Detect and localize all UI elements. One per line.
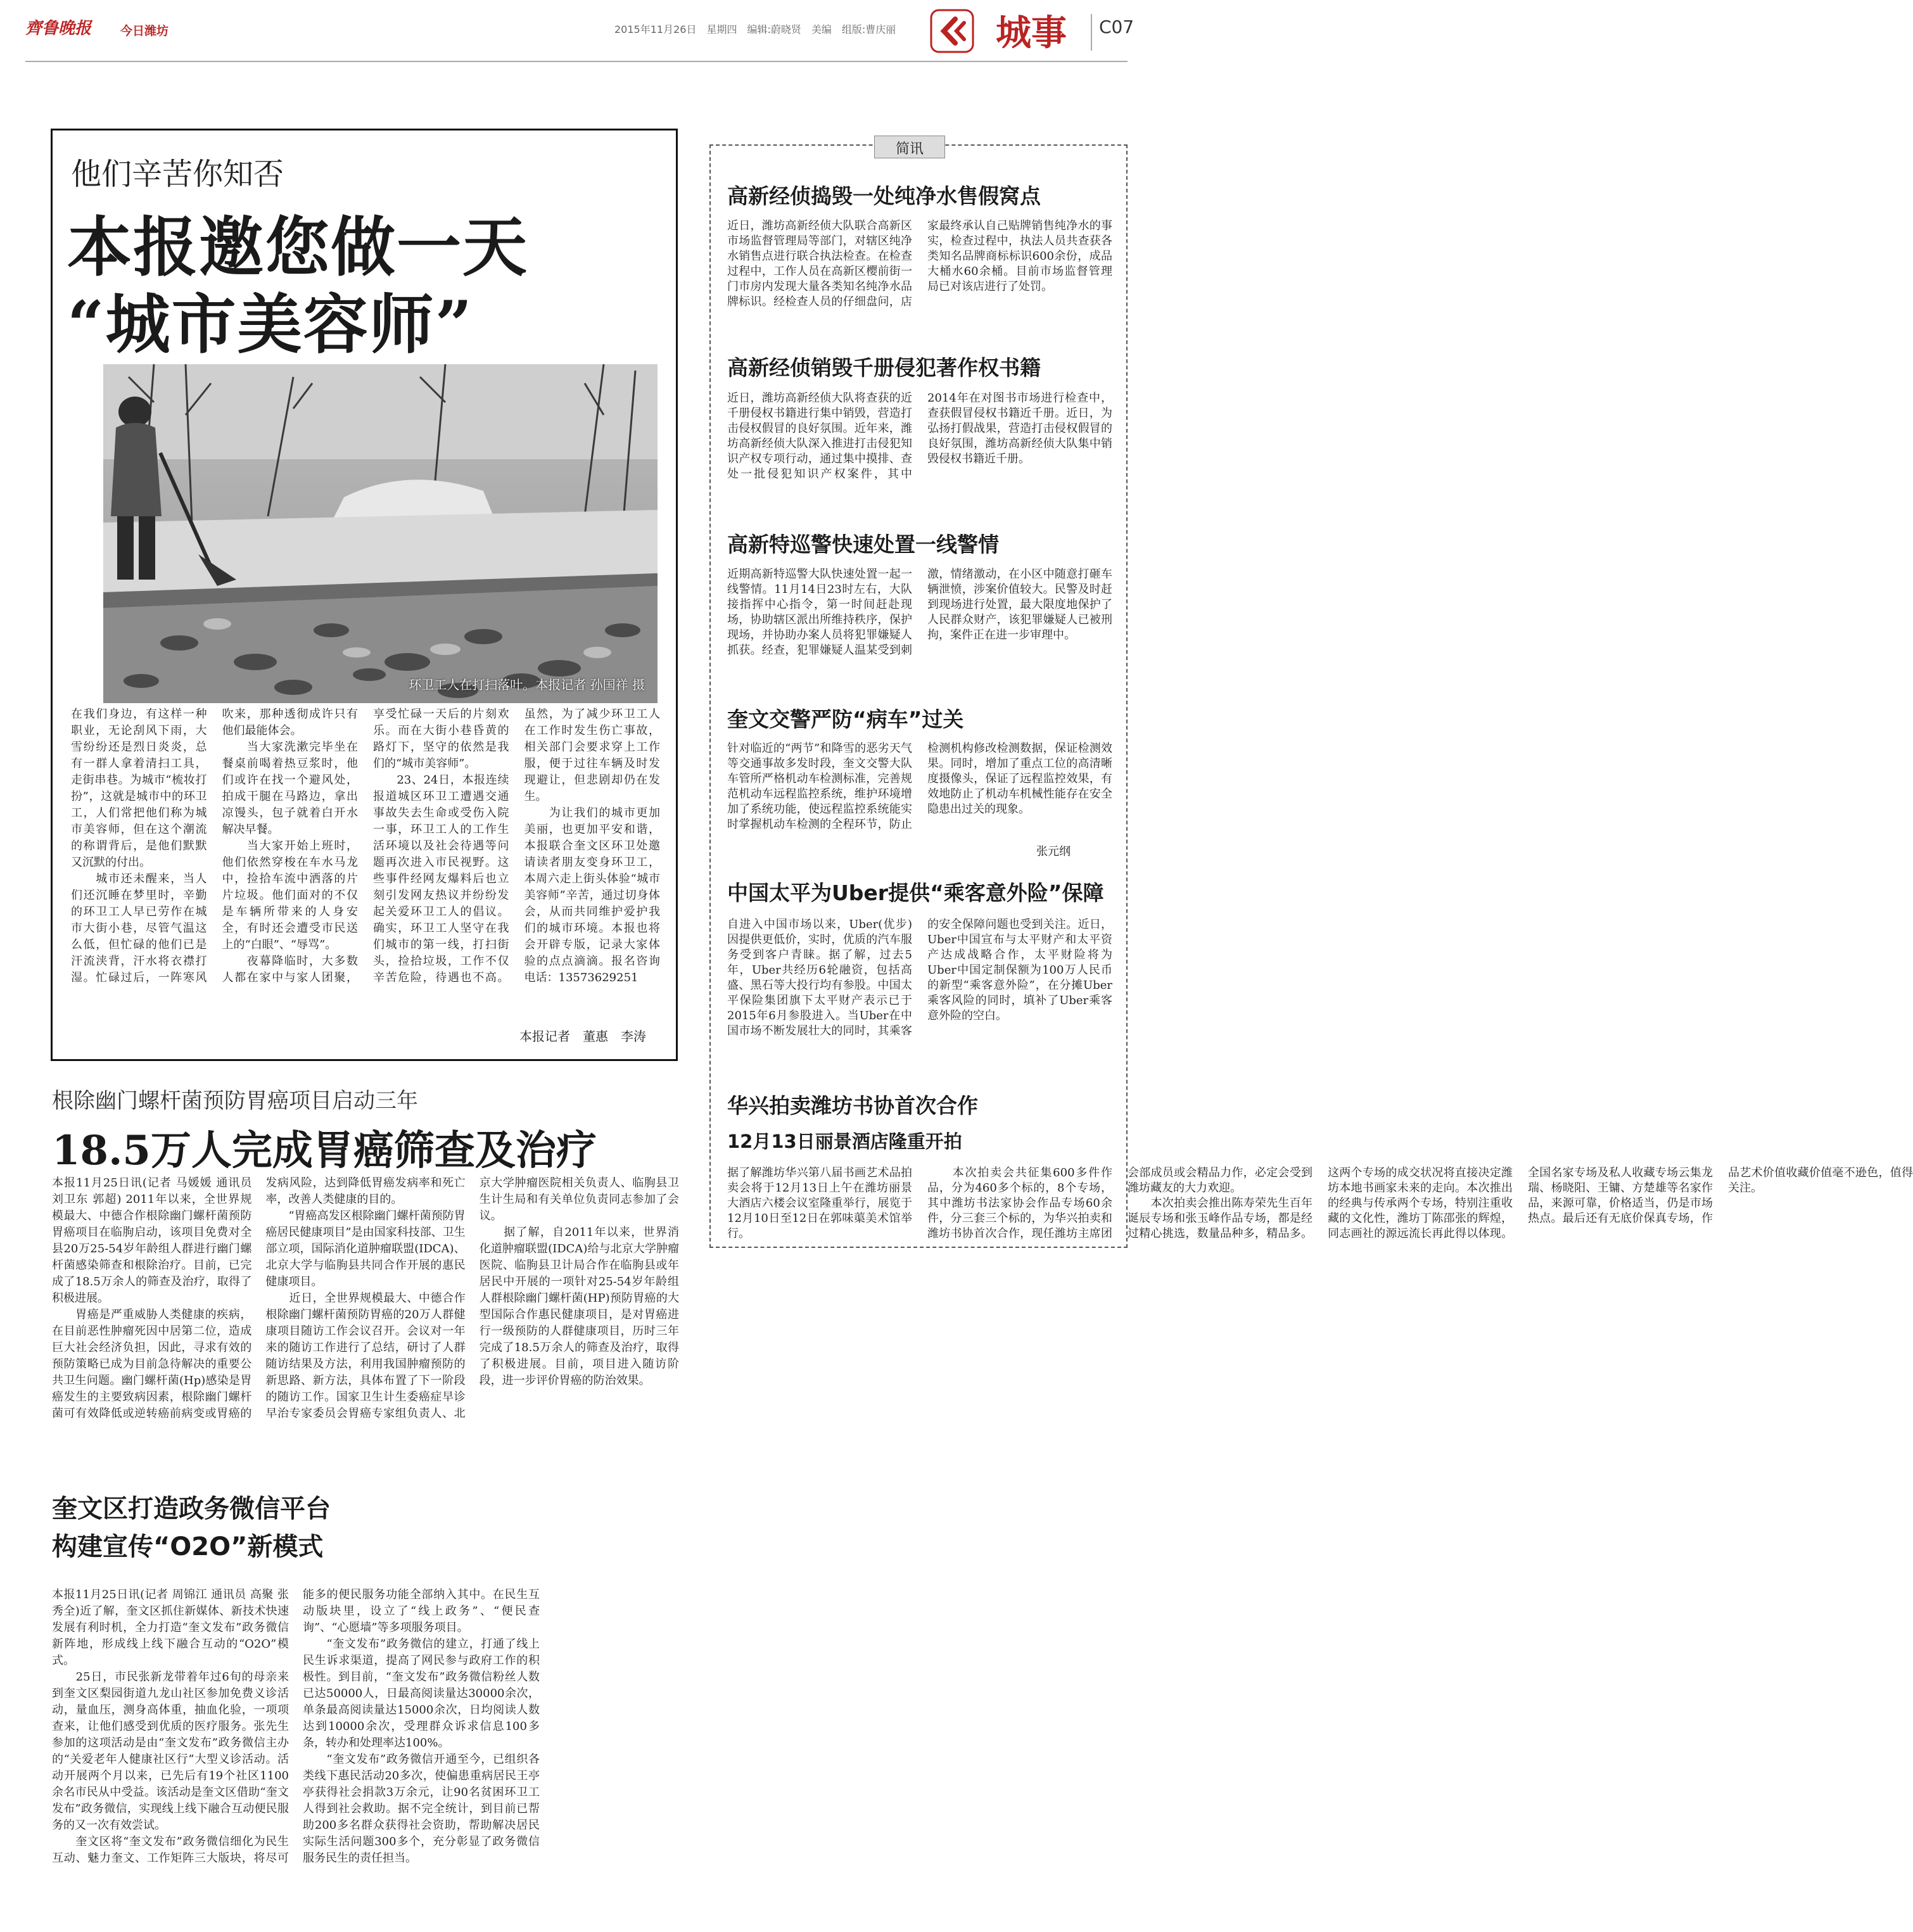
brief-headline: 中国太平为Uber提供“乘客意外险”保障 [727,880,1104,905]
brief-body-text: 近期高新特巡警大队快速处置一起一线警情。11月14日23时左右，大队接指挥中心指令，第一时间赶赴现场，协助辖区派出所维持秩序，保护现场，并协助办案人员将犯罪嫌疑人抓获。经查，犯罪嫌疑人温某受到刺激，情绪激动，在小区中随意打砸车辆泄愤，涉案价值较大。民警及时赶到现场进行处置，最大限度地保护了人民群众财产，该犯罪嫌疑人已被刑拘，案件正在进一步审理中。 [727,568,1112,657]
feature-headline-line2: “城市美容师” [67,287,474,363]
masthead-brand: 齊鲁晚报 [25,19,92,38]
photo-illustration [103,364,658,703]
header-rule [25,61,1128,62]
brief-body-text: 自进入中国市场以来，Uber(优步)因提供更低价，实时，优质的汽车服务受到客户青睐。据了解，过去5年，Uber共经历6轮融资，包括高盛、黑石等大投行均有参股。中国太平保险集团旗下太平财产表示已于2015年6月参股进入。当Uber在中国市场不断发展壮大的同时，其乘客的安全保障问题也受到关注。近日，Uber中国宣布与太平财产和太平资产达成战略合作，太平财险将为Uber中国定制保额为100万人民币的新型“乘客意外险”，在分摊Uber乘客风险的同时，填补了Uber乘客意外险的空白。 [727,918,1112,1038]
page-number: C07 [1099,16,1134,37]
weixin-headline-line2: 构建宣传“O2O”新模式 [52,1532,324,1561]
feature-body-text: 在我们身边，有这样一种职业，无论刮风下雨，大雪纷纷还是烈日炎炎，总有一群人拿着清扫工具，走街串巷。为城市“梳妆打扮”，这就是城市中的环卫工，人们常把他们称为城市美容师，但在这个潮流的称谓背后，是他们默默又沉默的付出。 城市还未醒来，当人们还沉睡在梦里时，辛勤的环卫工人早已劳作在城市大街小巷，尽管气温这么低，但忙碌的他们已是汗流浃背，汗水将衣襟打湿。忙碌过后，一阵寒风吹来，那种透彻成许只有他们最能体会。 当大家洗漱完毕坐在餐桌前喝着热豆浆时，他们或许在找一个避风处，拍成干腿在马路边，拿出凉馒头，包子就着白开水解决早餐。 当大家开始上班时，他们依然穿梭在车水马龙中，捡拾车流中洒落的片片垃圾。他们面对的不仅是车辆所带来的人身安全，有时还会遭受市民送上的“白眼”、“辱骂”。 夜幕降临时，大多数人都在家中与家人团聚，享受忙碌一天后的片刻欢乐。而在大街小巷昏黄的路灯下，坚守的依然是我们的“城市美容师”。 23、24日，本报连续报道城区环卫工遭遇交通事故失去生命或受伤入院一事，环卫工人的工作生活环境以及社会待遇等问题再次进入市民视野。这些事件经网友爆料后也立刻引发网友热议并纷纷发起关爱环卫工人的倡议。确实，环卫工人坚守在我们城市的第一线，打扫街头，捡拾垃圾，工作不仅辛苦危险，待遇也不高。虽然，为了减少环卫工人在工作时发生伤亡事故，相关部门会要求穿上工作服，便于过往车辆及时发现避让，但悲剧却仍在发生。 为让我们的城市更加美丽，也更加平安和谐，本报联合奎文区环卫处邀请读者朋友变身环卫工，本周六走上街头体验“城市美容师”辛苦，通过切身体会，从而共同维护爱护我们的城市环境。本报也将会开辟专版，记录大家体验的点点滴滴。报名咨询电话：13573629251 [71,708,660,984]
section-logo-icon [930,9,974,53]
cancer-body-text: 本报11月25日讯(记者 马媛媛 通讯员 刘卫东 郭超) 2011年以来，全世界规模最大、中德合作根除幽门螺杆菌预防胃癌项目在临朐启动，该项目免费对全县20万25-54岁年龄组人群进行幽门螺杆菌感染筛查和根除治疗。目前，已完成了18.5万余人的筛查及治疗，取得了积极进展。 胃癌是严重威胁人类健康的疾病，在目前恶性肿瘤死因中居第二位，造成巨大社会经济负担，因此，寻求有效的预防策略已成为目前急待解决的重要公共卫生问题。幽门螺杆菌(Hp)感染是胃癌发生的主要致病因素，根除幽门螺杆菌可有效降低或逆转癌前病变或胃癌的发病风险，达到降低胃癌发病率和死亡率，改善人类健康的目的。 “胃癌高发区根除幽门螺杆菌预防胃癌居民健康项目”是由国家科技部、卫生部立项，国际消化道肿瘤联盟(IDCA)、北京大学与临朐县共同合作开展的惠民健康项目。 近日，全世界规模最大、中德合作根除幽门螺杆菌预防胃癌的20万人群健康项目随访工作会议召开。会议对一年来的随访工作进行了总结，研讨了人群随访结果及方法，利用我国肿瘤预防的新思路、新方法，具体布置了下一阶段的随访工作。国家卫生计生委癌症早诊早治专家委员会胃癌专家组负责人、北京大学肿瘤医院相关负责人、临朐县卫生计生局和有关单位负责同志参加了会议。 据了解，自2011年以来，世界消化道肿瘤联盟(IDCA)给与北京大学肿瘤医院、临朐县卫计局合作在临朐县或年居民中开展的一项针对25-54岁年龄组人群根除幽门螺杆菌(HP)预防胃癌的大型国际合作惠民健康项目，是对胃癌进行一级预防的人群健康项目，历时三年完成了18.5万余人的筛查及治疗，取得了积极进展。目前，项目进入随访阶段，进一步评价胃癌的防治效果。 [52,1176,679,1420]
brief-subheadline: 12月13日丽景酒店隆重开拍 [727,1131,962,1152]
feature-kicker: 他们辛苦你知否 [71,156,284,192]
brief-label: 简讯 [895,141,924,157]
brief-body-text: 针对临近的“两节”和降雪的恶劣天气等交通事故多发时段，奎文交警大队车管所严格机动车检测标准，完善规范机动车远程监控系统，维护环境增加了系统功能，使远程监控系统能实时掌握机动车检测的全程环节，防止检测机构修改检测数据，保证检测效果。同时，增加了重点工位的高清晰度摄像头，保证了远程监控效果，有效地防止了机动车机械性能存在安全隐患出过关的现象。 [727,742,1112,831]
feature-byline: 本报记者 董惠 李涛 [519,1029,646,1044]
weixin-body-text: 本报11月25日讯(记者 周锦江 通讯员 高聚 张秀全)近了解，奎文区抓住新媒体、新技术快速发展有利时机，全力打造“奎文发布”政务微信新阵地，形成线上线下融合互动的“O2O”模式。 25日，市民张新龙带着年过6旬的母亲来到奎文区梨园街道九龙山社区参加免费义诊活动，量血压，测身高体重，抽血化验，一项项查来，让他们感受到优质的医疗服务。张先生参加的这项活动是由“奎文发布”政务微信主办的“关爱老年人健康社区行”大型义诊活动。活动开展两个月以来，已先后有19个社区1100余名市民从中受益。该活动是奎文区借助“奎文发布”政务微信，实现线上线下融合互动便民服务的又一次有效尝试。 奎文区将“奎文发布”政务微信细化为民生互动、魅力奎文、工作矩阵三大版块，将尽可能多的便民服务功能全部纳入其中。在民生互动版块里，设立了“线上政务”、“便民查询”、“心愿墙”等多项服务项目。 “奎文发布”政务微信的建立，打通了线上民生诉求渠道，提高了网民参与政府工作的积极性。到目前，“奎文发布”政务微信粉丝人数已达50000人，日最高阅读量达30000余次，单条最高阅读量达15000余次，日均阅读人数达到10000余次，受理群众诉求信息100多条，转办和处理率达100%。 “奎文发布”政务微信开通至今，已组织各类线下惠民活动20多次，使偏患重病居民王亭亭获得社会捐款3万余元，让90名贫困环卫工人得到社会救助。据不完全统计，到目前已帮助200多名群众获得社会资助，帮助解决居民实际生活问题300多个，充分彰显了政务微信服务民生的责任担当。 [52,1588,540,1865]
weixin-headline-line1: 奎文区打造政务微信平台 [52,1494,331,1523]
brief-body-text: 近日，潍坊高新经侦大队联合高新区市场监督管理局等部门，对辖区纯净水销售点进行联合执法检查。在检查过程中，工作人员在高新区樱前街一门市房内发现大量各类知名纯净水品牌标识。经检查人员的仔细盘问，店家最终承认自己贴牌销售纯净水的事实，检查过程中，执法人员共查获各类知名品牌商标标识600余份，成品大桶水60余桶。目前市场监督管理局已对该店进行了处罚。 [727,219,1112,308]
street-sweeper-photo [103,364,658,703]
brief-headline: 高新经侦捣毁一处纯净水售假窝点 [727,184,1041,208]
brief-body-text: 据了解潍坊华兴第八届书画艺术品拍卖会将于12月13日上午在潍坊丽景大酒店六楼会议室隆重举行，展览于12月10日至12日在郭味蕖美术馆举行。 本次拍卖会共征集600多件作品，分为460多个标的，8个专场，其中潍坊书法家协会作品专场60余件，分三套三个标的，为华兴拍卖和潍坊书协首次合作，现任潍坊主席团会部成员或会精品力作，必定会受到潍坊藏友的大力欢迎。 本次拍卖会推出陈寿荣先生百年诞辰专场和张玉峰作品专场，都是经过精心挑选，数量品种多，精品多。这两个专场的成交状况将直接决定潍坊本地书画家未来的走向。本次推出的经典与传承两个专场，特别注重收藏的文化性，潍坊丁陈邵张的辉煌，同志画社的源远流长再此得以体现。全国名家专场及私人收藏专场云集龙瑞、杨晓阳、王镛、方楚雄等名家作品，来源可靠，价格适当，仍是市场热点。最后还有无底价保真专场，作品艺术价值收藏价值毫不逊色，值得关注。 [727,1166,1913,1240]
brief-body-text: 近日，潍坊高新经侦大队将查获的近千册侵权书籍进行集中销毁，营造打击侵权假冒的良好氛围。近年来，潍坊高新经侦大队深入推进打击侵犯知识产权专项行动，通过集中摸排、查处一批侵犯知识产权案件，其中2014年在对图书市场进行检查中，查获假冒侵权书籍近千册。近日，为弘扬打假战果，营造打击侵权假冒的良好氛围，潍坊高新经侦大队集中销毁侵权书籍近千册。 [727,391,1112,481]
brief-headline: 高新特巡警快速处置一线警情 [727,532,999,557]
feature-headline-line1: 本报邀您做一天 [67,210,528,286]
cancer-headline: 18.5万人完成胃癌筛查及治疗 [52,1127,597,1174]
brief-headline: 奎文交警严防“病车”过关 [727,707,964,732]
section-title: 城事 [996,12,1067,54]
edition-label: 今日潍坊 [120,24,169,38]
brief-headline: 高新经侦销毁千册侵犯著作权书籍 [727,355,1041,380]
cancer-kicker: 根除幽门螺杆菌预防胃癌项目启动三年 [52,1088,418,1114]
photo-caption: 环卫工人在打扫落叶。本报记者 孙国祥 摄 [409,677,645,692]
brief-byline: 张元纲 [1036,845,1071,858]
issue-meta: 2015年11月26日 星期四 编辑:蔚晓贤 美编 组版:曹庆丽 [614,23,896,35]
brief-headline: 华兴拍卖潍坊书协首次合作 [727,1093,978,1118]
header-divider [1091,14,1092,51]
